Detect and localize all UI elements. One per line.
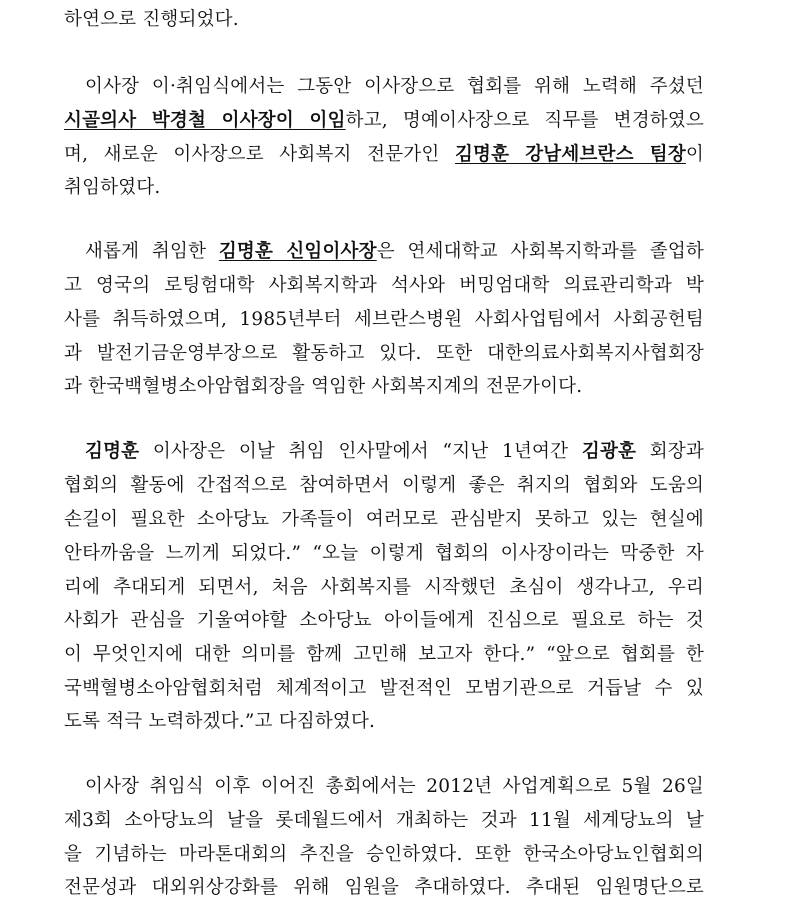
highlighted-name: 시골의사 박경철 이사장이 이임: [64, 110, 346, 131]
text-line: 새롭게 취임한 김명훈 신임이사장은 연세대학교 사회복지학과를 졸업하: [85, 241, 704, 262]
text-line: 하연으로 진행되었다.: [64, 9, 239, 30]
text-line: 김명훈 이사장은 이날 취임 인사말에서 “지난 1년여간 김광훈 회장과: [85, 441, 704, 462]
text-line: 이 무엇인지에 대한 의미를 함께 고민해 보고자 한다.” “앞으로 협회를 한: [64, 644, 704, 665]
highlighted-name: 김명훈 강남세브란스 팀장: [454, 144, 686, 165]
text-line: 며, 새로운 이사장으로 사회복지 전문가인 김명훈 강남세브란스 팀장이: [64, 144, 704, 165]
text-line: 제3회 소아당뇨의 날을 롯데월드에서 개최하는 것과 11월 세계당뇨의 날: [64, 810, 704, 831]
highlighted-name: 김명훈 신임이사장: [218, 241, 377, 262]
text-line: 전문성과 대외위상강화를 위해 임원을 추대하였다. 추대된 임원명단으로: [64, 877, 704, 898]
text-line: 이사장 취임식 이후 이어진 총회에서는 2012년 사업계획으로 5월 26일: [85, 776, 704, 797]
text-line: 과 발전기금운영부장으로 활동하고 있다. 또한 대한의료사회복지사협회장: [64, 343, 704, 364]
text-line: 이사장 이·취임식에서는 그동안 이사장으로 협회를 위해 노력해 주셨던: [85, 76, 704, 97]
text-line: 손길이 필요한 소아당뇨 가족들이 여러모로 관심받지 못하고 있는 현실에: [64, 509, 704, 530]
text-line: 사를 취득하였으며, 1985년부터 세브란스병원 사회사업팀에서 사회공헌팀: [64, 309, 704, 330]
bold-name: 김명훈: [85, 441, 140, 462]
text-line: 을 기념하는 마라톤대회의 추진을 승인하였다. 또한 한국소아당뇨인협회의: [64, 844, 704, 865]
text-line: 안타까움을 느끼게 되었다.” “오늘 이렇게 협회의 이사장이라는 막중한 자: [64, 543, 704, 564]
text-line: 리에 추대되게 되면서, 처음 사회복지를 시작했던 초심이 생각나고, 우리: [64, 577, 704, 598]
text-line: 시골의사 박경철 이사장이 이임하고, 명예이사장으로 직무를 변경하였으: [64, 110, 704, 131]
text-line: 협회의 활동에 간접적으로 참여하면서 이렇게 좋은 취지의 협회와 도움의: [64, 475, 704, 496]
text-line: 도록 적극 노력하겠다.”고 다짐하였다.: [64, 711, 376, 732]
text-line: 고 영국의 로팅험대학 사회복지학과 석사와 버밍엄대학 의료관리학과 박: [64, 275, 704, 296]
bold-name: 김광훈: [581, 441, 637, 462]
text-line: 취임하였다.: [64, 177, 161, 198]
text-line: 과 한국백혈병소아암협회장을 역임한 사회복지계의 전문가이다.: [64, 376, 583, 397]
text-line: 사회가 관심을 기울여야할 소아당뇨 아이들에게 진심으로 필요로 하는 것: [64, 610, 704, 631]
text-line: 국백혈병소아암협회처럼 체계적이고 발전적인 모범기관으로 거듭날 수 있: [64, 678, 704, 699]
